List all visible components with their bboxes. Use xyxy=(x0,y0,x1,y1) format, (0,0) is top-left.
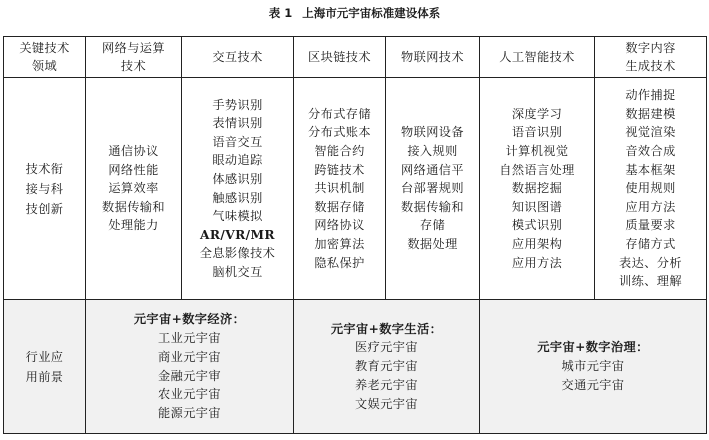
cell-line: 能源元宇宙 xyxy=(158,406,221,421)
cell-line: 商业元宇宙 xyxy=(158,349,221,364)
cell-line: 医疗元宇宙 xyxy=(355,340,418,355)
digital-life-cell xyxy=(294,300,480,434)
cell-line: 运算效率 xyxy=(108,181,159,196)
caption-title: 上海市元宇宙标准建设体系 xyxy=(302,6,441,20)
cell-line: 使用规则 xyxy=(625,181,676,196)
header-ai-cell xyxy=(480,37,595,78)
cell-line: 存储方式 xyxy=(625,236,676,251)
tech-row-label xyxy=(4,78,86,300)
cell-line: 技术 xyxy=(120,59,147,73)
header-domain-cell xyxy=(4,37,86,78)
header-blockchain-cell xyxy=(294,37,386,78)
cell-line: 网络协议 xyxy=(314,218,365,233)
cell-line: 语音识别 xyxy=(511,125,563,140)
scene-row-label xyxy=(4,300,86,434)
cell-line: 通信协议 xyxy=(108,144,159,159)
cell-line: 接与科 xyxy=(25,181,64,196)
cell-line: 农业元宇宙 xyxy=(158,387,221,402)
cell-line: 动作捕捉 xyxy=(625,88,676,103)
cell-line: 交通元宇宙 xyxy=(561,377,625,392)
cell-line: 网络通信平 xyxy=(401,162,464,177)
header-content-cell xyxy=(595,37,707,78)
cell-line: 物联网设备 xyxy=(401,125,464,140)
digital-economy-cell xyxy=(86,300,294,434)
cell-line: 质量要求 xyxy=(625,218,676,233)
cell-line: 网络与运算 xyxy=(102,41,165,55)
cell-line: 元宇宙+数字经济： xyxy=(133,312,246,327)
cell-line: 元宇宙+数字治理： xyxy=(537,340,649,355)
cell-line: 数据传输和 xyxy=(401,199,464,214)
cell-line: 行业应 xyxy=(25,349,64,364)
industry-application-row xyxy=(4,300,707,434)
cell-line: 表情识别 xyxy=(212,116,263,131)
cell-line: 接入规则 xyxy=(407,144,458,159)
cell-line: 教育元宇宙 xyxy=(355,359,418,374)
cell-line: 台部署规则 xyxy=(401,181,464,196)
cell-line: 交互技术 xyxy=(212,50,263,64)
cell-line: 触感识别 xyxy=(212,190,263,205)
cell-line: 领域 xyxy=(31,59,58,73)
ai-items-cell xyxy=(480,78,595,300)
cell-line: 应用方法 xyxy=(511,255,563,270)
cell-line: 智能合约 xyxy=(314,144,365,159)
cell-line: 气味模拟 xyxy=(212,209,263,224)
cell-line: 元宇宙+数字生活： xyxy=(330,321,443,336)
cell-line: 数据挖掘 xyxy=(511,181,563,196)
cell-line: 视觉渲染 xyxy=(625,125,676,140)
cell-line: 物联网技术 xyxy=(401,50,464,64)
header-row xyxy=(4,37,707,78)
header-interaction-cell xyxy=(182,37,294,78)
cell-line: 脑机交互 xyxy=(212,264,263,279)
blockchain-items-cell xyxy=(294,78,386,300)
cell-line: 养老元宇宙 xyxy=(355,377,418,392)
cell-line: 技创新 xyxy=(25,201,64,216)
cell-line: AR/VR/MR xyxy=(200,227,275,242)
cell-line: 文娱元宇宙 xyxy=(355,396,418,411)
cell-line: 技术衔 xyxy=(25,161,64,176)
cell-line: 音效合成 xyxy=(625,144,676,159)
header-network-cell xyxy=(86,37,182,78)
cell-line: 分布式账本 xyxy=(308,125,371,140)
cell-line: 共识机制 xyxy=(314,181,365,196)
cell-line: 区块链技术 xyxy=(308,50,371,64)
cell-line: 数据建模 xyxy=(625,106,676,121)
cell-line: 关键技术 xyxy=(19,41,70,55)
cell-line: 分布式存储 xyxy=(308,106,371,121)
cell-line: 知识图谱 xyxy=(511,199,563,214)
header-iot-cell xyxy=(386,37,480,78)
cell-line: 处理能力 xyxy=(108,218,159,233)
cell-line: 隐私保护 xyxy=(314,255,365,270)
network-items-cell xyxy=(86,78,182,300)
cell-line: 应用方法 xyxy=(625,199,676,214)
cell-line: 工业元宇宙 xyxy=(158,330,221,345)
cell-line: 全息影像技术 xyxy=(199,246,276,261)
cell-line: 训练、理解 xyxy=(619,274,682,289)
table-caption xyxy=(0,6,709,20)
cell-line: 数据传输和 xyxy=(102,199,165,214)
cell-line: 体感识别 xyxy=(212,171,263,186)
cell-line: 数据处理 xyxy=(407,236,458,251)
caption-number: 表 1 xyxy=(268,6,293,20)
cell-line: 计算机视觉 xyxy=(505,144,569,159)
cell-line: 自然语言处理 xyxy=(499,162,575,177)
iot-items-cell xyxy=(386,78,480,300)
content-items-cell xyxy=(595,78,707,300)
cell-line: 网络性能 xyxy=(108,162,159,177)
standards-table xyxy=(3,36,707,434)
cell-line: 人工智能技术 xyxy=(499,50,575,64)
cell-line: 模式识别 xyxy=(511,218,563,233)
interaction-items-cell xyxy=(182,78,294,300)
tech-innovation-row xyxy=(4,78,707,300)
cell-line: 金融元宇审 xyxy=(158,368,221,383)
cell-line: 跨链技术 xyxy=(314,162,365,177)
cell-line: 加密算法 xyxy=(314,236,365,251)
cell-line: 深度学习 xyxy=(511,106,563,121)
cell-line: 表达、分析 xyxy=(619,255,682,270)
cell-line: 基本框架 xyxy=(625,162,676,177)
digital-governance-cell xyxy=(480,300,707,434)
cell-line: 数据存储 xyxy=(314,199,365,214)
cell-line: 用前景 xyxy=(25,369,64,384)
cell-line: 城市元宇宙 xyxy=(561,359,625,374)
cell-line: 生成技术 xyxy=(625,59,676,73)
cell-line: 数字内容 xyxy=(625,41,676,55)
cell-line: 应用架构 xyxy=(511,236,563,251)
cell-line: 存储 xyxy=(419,218,446,233)
cell-line: 语音交互 xyxy=(212,134,263,149)
cell-line: 手势识别 xyxy=(212,97,263,112)
cell-line: 眼动追踪 xyxy=(212,153,263,168)
